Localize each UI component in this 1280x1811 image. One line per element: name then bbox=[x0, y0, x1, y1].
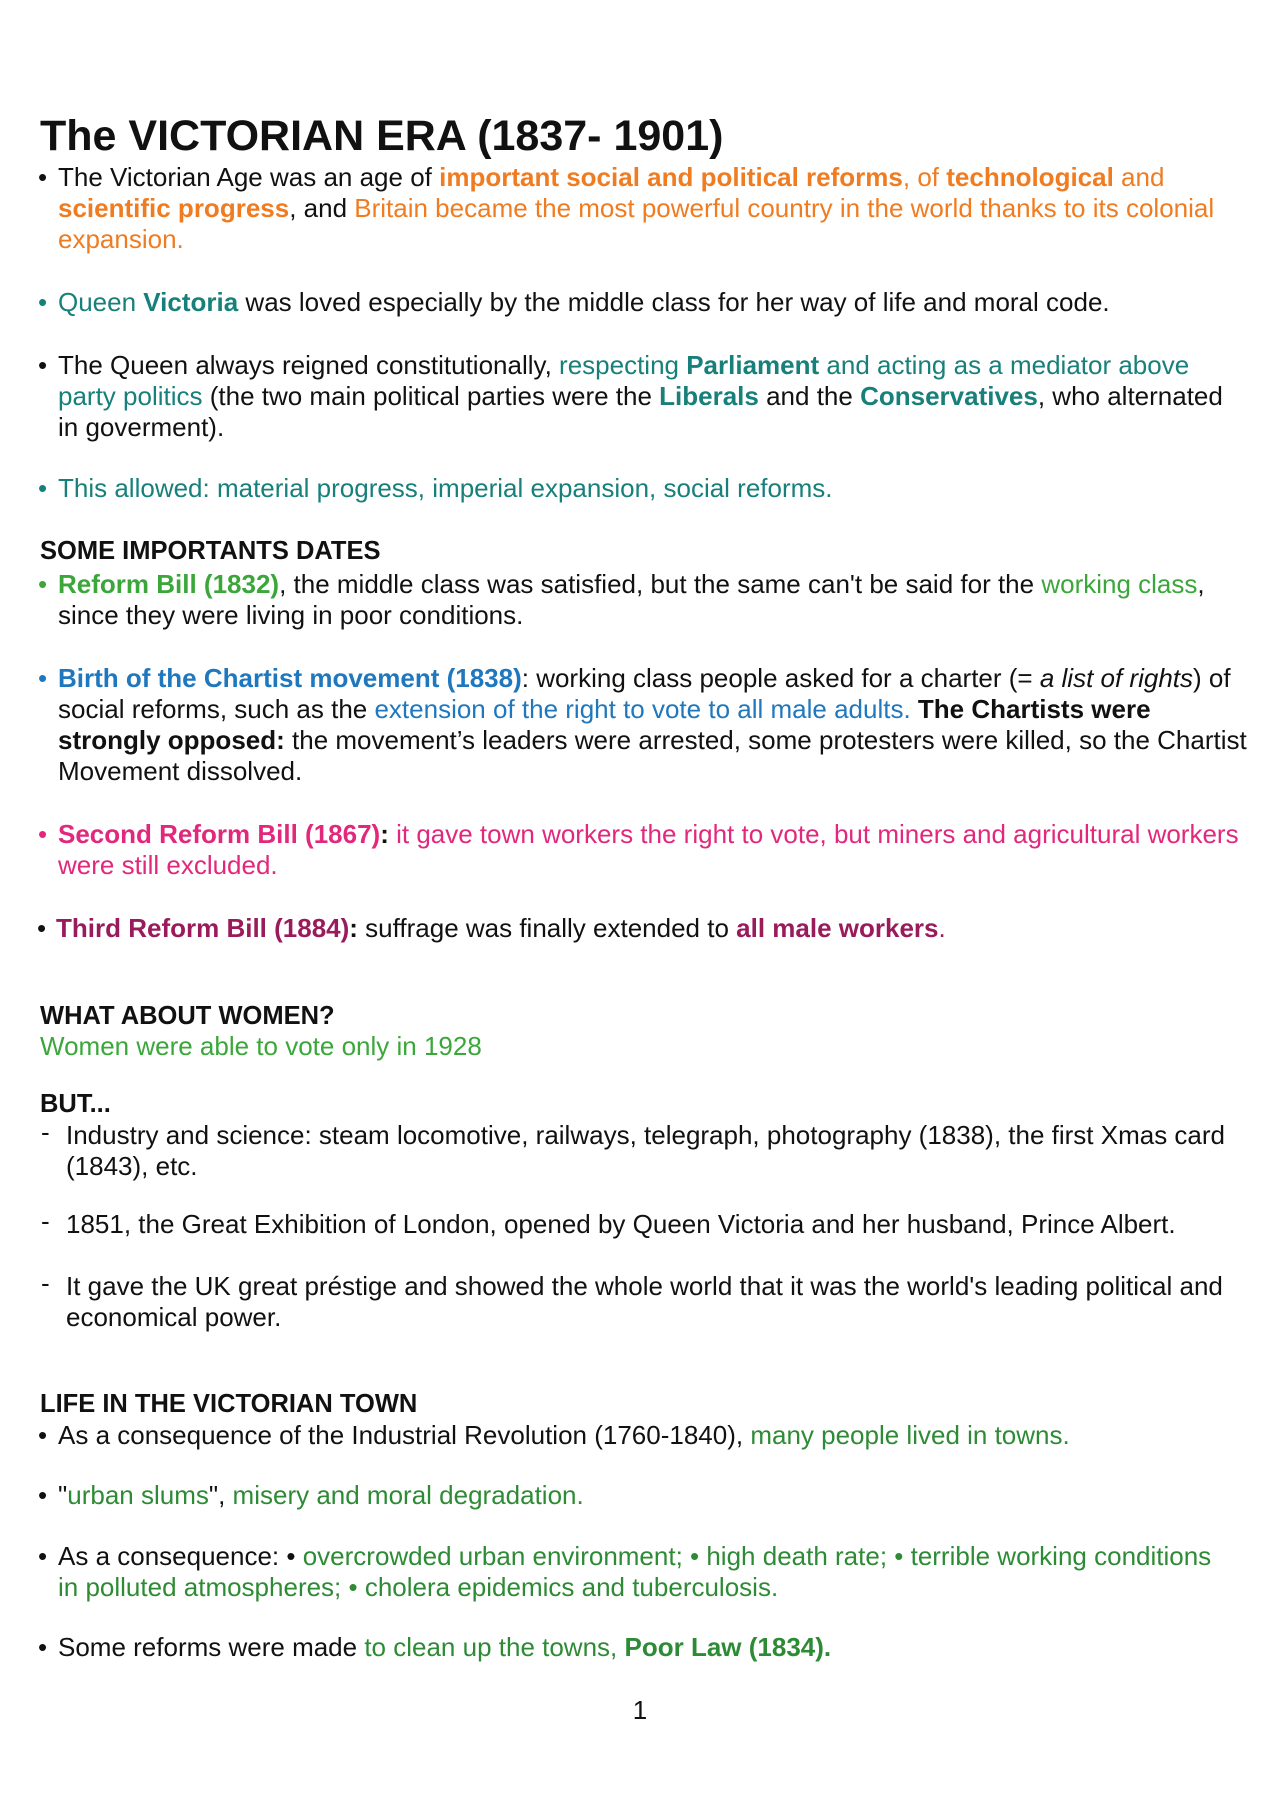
highlight-chartist-movement: Birth of the Chartist movement (1838) bbox=[58, 662, 522, 693]
text-line bbox=[0, 663, 1280, 694]
text-run: the movement’s leaders were arrested, some protesters were killed, so the Chartist bbox=[284, 725, 1247, 756]
dash-marker: - bbox=[41, 1267, 50, 1298]
text-run: As a consequence of the Industrial Revolution (1760-1840), bbox=[58, 1419, 751, 1450]
paragraph-victorian-age bbox=[0, 162, 1280, 256]
text-line bbox=[0, 694, 1280, 725]
paragraph-queen-victoria bbox=[0, 287, 1280, 318]
highlight-clean-up-towns: to clean up the towns, bbox=[364, 1631, 625, 1662]
text-run: . bbox=[938, 912, 946, 943]
text-run: was loved especially by the middle class for her way of life and moral code. bbox=[238, 286, 1110, 317]
text-run: , who alternated bbox=[1037, 380, 1223, 411]
text-line bbox=[0, 287, 1280, 318]
item-industrial-revolution bbox=[0, 1420, 1280, 1451]
highlight-urban-slums: urban slums bbox=[67, 1479, 209, 1510]
bullet: • bbox=[37, 912, 47, 943]
text-run: ) of bbox=[1193, 662, 1231, 693]
highlight-town-workers-vote: it gave town workers the right to vote, but miners and agricultural workers bbox=[388, 818, 1239, 849]
item-third-reform-bill-1884 bbox=[0, 913, 1280, 944]
bullet: • bbox=[38, 286, 48, 317]
text-line bbox=[0, 1267, 1280, 1302]
text-run: (the two main political parties were the bbox=[202, 380, 660, 411]
text-run: since they were living in poor conditions. bbox=[58, 599, 524, 630]
bullet: • bbox=[38, 1419, 48, 1450]
bullet: • bbox=[38, 472, 48, 503]
bullet: • bbox=[38, 1540, 48, 1571]
text-run: : bbox=[349, 912, 358, 943]
text-run: Industry and science: steam locomotive, railways, telegraph, photography (1838), the first Xmas card bbox=[66, 1119, 1226, 1150]
text-run: party politics bbox=[58, 380, 203, 411]
section-heading-town: LIFE IN THE VICTORIAN TOWN bbox=[40, 1389, 418, 1418]
bullet: • bbox=[38, 568, 48, 599]
item-reform-bill-1832 bbox=[0, 569, 1280, 632]
text-run: , the middle class was satisfied, but the same can't be said for the bbox=[279, 568, 1042, 599]
highlight-misery: misery and moral degradation. bbox=[232, 1479, 584, 1510]
highlight-parliament: Parliament bbox=[686, 349, 820, 380]
text-line bbox=[0, 1116, 1280, 1151]
text-run: The Victorian Age was an age of bbox=[58, 161, 440, 192]
highlight-scientific-progress: scientific progress bbox=[58, 192, 290, 223]
text-line bbox=[0, 1572, 1280, 1603]
highlight-conditions-list: in polluted atmospheres; • cholera epidemics and tuberculosis. bbox=[58, 1571, 779, 1602]
dash-marker: - bbox=[41, 1205, 50, 1236]
text-run: respecting bbox=[559, 349, 687, 380]
highlight-all-male-workers: all male workers bbox=[736, 912, 939, 943]
highlight-social-political-reforms: important social and political reforms bbox=[439, 161, 903, 192]
highlight-third-reform-bill: Third Reform Bill (1884) bbox=[56, 912, 350, 943]
paragraph-constitutional-reign bbox=[0, 350, 1280, 444]
text-run: , and bbox=[289, 192, 355, 223]
text-line bbox=[0, 569, 1280, 600]
bold-chartists-opposed: strongly opposed: bbox=[58, 725, 285, 756]
bullet: • bbox=[38, 349, 48, 380]
text-line bbox=[0, 850, 1280, 881]
text-run: and acting as a mediator above bbox=[819, 349, 1190, 380]
highlight-britain-power: expansion. bbox=[58, 224, 184, 255]
text-run: Queen bbox=[58, 286, 144, 317]
highlight-people-in-towns: many people lived in towns. bbox=[750, 1419, 1070, 1450]
text-line bbox=[0, 1031, 1280, 1062]
text-run: : working class people asked for a charter (= bbox=[521, 662, 1040, 693]
highlight-technological: technological bbox=[946, 161, 1114, 192]
bullet: • bbox=[38, 818, 48, 849]
text-line bbox=[0, 412, 1280, 443]
item-urban-slums bbox=[0, 1480, 1280, 1511]
highlight-liberals: Liberals bbox=[659, 380, 759, 411]
text-line bbox=[0, 1480, 1280, 1511]
dash-marker: - bbox=[41, 1116, 50, 1147]
text-run: : bbox=[380, 818, 389, 849]
paragraph-women-vote bbox=[0, 1031, 1280, 1062]
text-run: and the bbox=[758, 380, 861, 411]
text-line bbox=[0, 1420, 1280, 1451]
item-second-reform-bill-1867 bbox=[0, 819, 1280, 882]
page-title: The VICTORIAN ERA (1837- 1901) bbox=[40, 111, 724, 160]
text-run: Movement dissolved. bbox=[58, 756, 303, 787]
text-run: social reforms, such as the bbox=[58, 693, 375, 724]
text-run: in goverment). bbox=[58, 412, 225, 443]
text-line bbox=[0, 913, 1280, 944]
text-line bbox=[0, 1632, 1280, 1663]
text-run: 1851, the Great Exhibition of London, opened by Queen Victoria and her husband, Prince Albert. bbox=[66, 1208, 1176, 1239]
text-line bbox=[0, 1205, 1280, 1240]
page-number: 1 bbox=[632, 1694, 648, 1725]
text-run: economical power. bbox=[66, 1301, 282, 1332]
highlight-poor-law-1834: Poor Law (1834). bbox=[624, 1631, 832, 1662]
text-run: It gave the UK great préstige and showed the whole world that it was the world's leading political and bbox=[66, 1270, 1223, 1301]
section-heading-but: BUT... bbox=[40, 1089, 111, 1118]
text-run: " bbox=[58, 1479, 68, 1510]
highlight-town-workers-vote: were still excluded. bbox=[58, 849, 278, 880]
section-heading-dates: SOME IMPORTANTS DATES bbox=[40, 536, 381, 565]
bullet: • bbox=[38, 161, 48, 192]
dash-item-great-exhibition bbox=[0, 1205, 1280, 1240]
text-line bbox=[0, 819, 1280, 850]
text-line bbox=[0, 756, 1280, 787]
text-line bbox=[0, 193, 1280, 224]
text-run: This allowed: material progress, imperial expansion, social reforms. bbox=[58, 472, 833, 503]
item-town-reforms bbox=[0, 1632, 1280, 1663]
text-run: The Queen always reigned constitutionally, bbox=[58, 349, 560, 380]
text-line bbox=[0, 162, 1280, 193]
text-line bbox=[0, 1541, 1280, 1572]
text-line bbox=[0, 350, 1280, 381]
text-line bbox=[0, 1151, 1280, 1182]
item-living-conditions bbox=[0, 1541, 1280, 1604]
dash-item-industry-science bbox=[0, 1116, 1280, 1183]
text-run: (1843), etc. bbox=[66, 1150, 198, 1181]
text-run: Some reforms were made bbox=[58, 1631, 365, 1662]
bold-chartists-opposed: The Chartists were bbox=[910, 693, 1151, 724]
highlight-right-to-vote: extension of the right to vote to all male adults. bbox=[374, 693, 911, 724]
highlight-women-vote-1928: Women were able to vote only in 1928 bbox=[40, 1030, 482, 1061]
text-run: ", bbox=[208, 1479, 233, 1510]
text-run: As a consequence: • bbox=[58, 1540, 303, 1571]
text-line bbox=[0, 600, 1280, 631]
text-run: , bbox=[1197, 568, 1205, 599]
item-chartist-movement-1838 bbox=[0, 663, 1280, 788]
highlight-reform-bill-1832: Reform Bill (1832) bbox=[58, 568, 280, 599]
bullet: • bbox=[38, 662, 48, 693]
section-heading-women: WHAT ABOUT WOMEN? bbox=[40, 1001, 335, 1030]
text-run: , of bbox=[902, 161, 947, 192]
highlight-second-reform-bill: Second Reform Bill (1867) bbox=[58, 818, 381, 849]
italic-list-of-rights: a list of rights bbox=[1039, 662, 1194, 693]
text-run: suffrage was finally extended to bbox=[357, 912, 737, 943]
text-run: and bbox=[1113, 161, 1165, 192]
dash-item-prestige bbox=[0, 1267, 1280, 1334]
highlight-britain-power: Britain became the most powerful country in the world thanks to its colonial bbox=[354, 192, 1215, 223]
text-line bbox=[0, 725, 1280, 756]
bullet: • bbox=[38, 1479, 48, 1510]
highlight-victoria: Victoria bbox=[143, 286, 239, 317]
highlight-conservatives: Conservatives bbox=[860, 380, 1038, 411]
text-line bbox=[0, 1302, 1280, 1333]
bullet: • bbox=[38, 1631, 48, 1662]
text-line bbox=[0, 473, 1280, 504]
text-line bbox=[0, 224, 1280, 255]
text-line bbox=[0, 381, 1280, 412]
highlight-working-class: working class bbox=[1041, 568, 1198, 599]
paragraph-this-allowed bbox=[0, 473, 1280, 504]
highlight-conditions-list: overcrowded urban environment; • high death rate; • terrible working conditions bbox=[302, 1540, 1212, 1571]
